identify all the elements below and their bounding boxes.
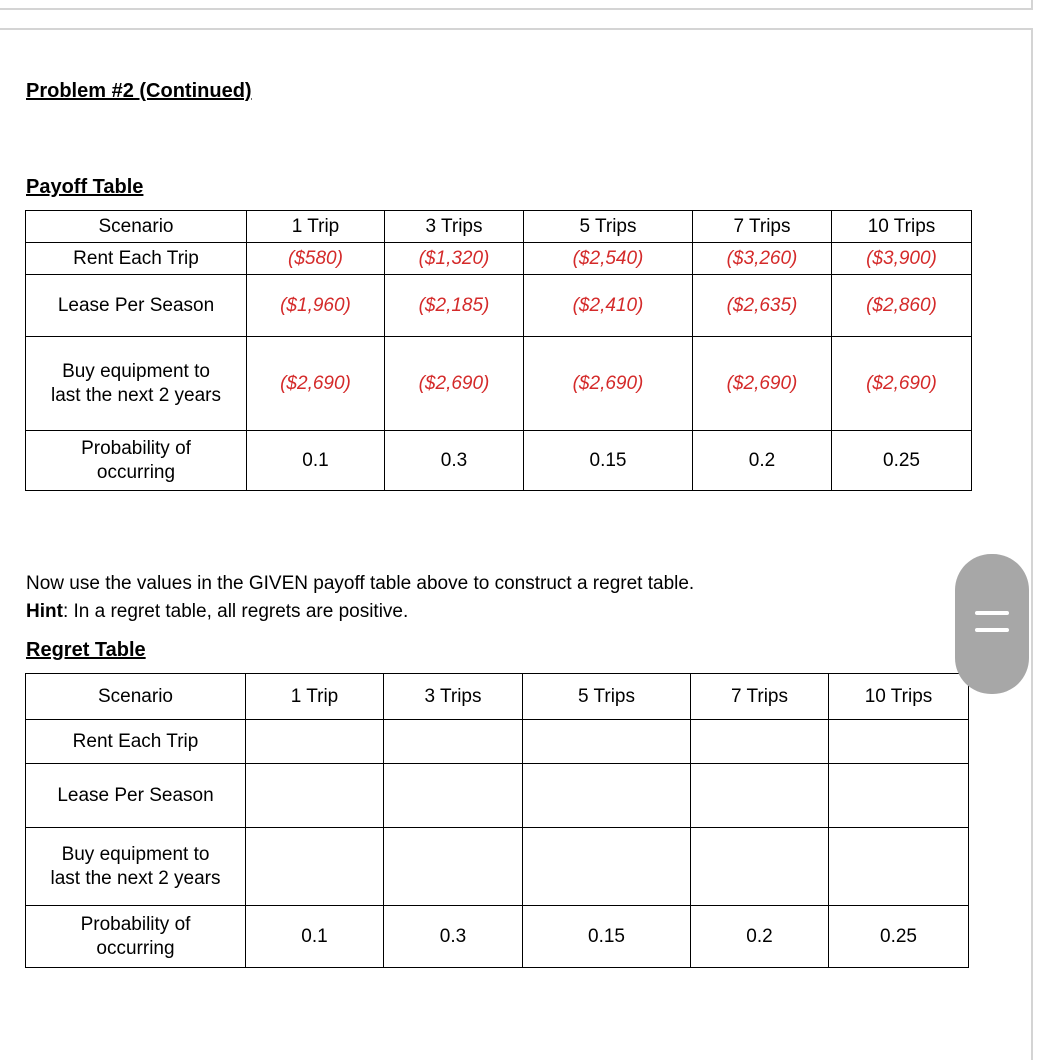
regret-input-cell[interactable]: [523, 828, 691, 906]
row-label: [26, 337, 247, 431]
payoff-cell: ($2,410): [524, 275, 693, 337]
table-row: [26, 431, 972, 491]
handle-grip-line: [975, 611, 1009, 615]
probability-cell: 0.25: [832, 431, 972, 491]
payoff-cell: ($2,690): [247, 337, 385, 431]
row-label-line: Probability of: [81, 437, 191, 459]
regret-table: [25, 673, 969, 968]
probability-cell: 0.15: [524, 431, 693, 491]
row-label: Lease Per Season: [26, 275, 247, 337]
table-row: [26, 275, 972, 337]
table-row: [26, 828, 969, 906]
regret-input-cell[interactable]: [523, 720, 691, 764]
payoff-cell: ($3,900): [832, 243, 972, 275]
header-cell: 7 Trips: [693, 211, 832, 243]
table-row: [26, 243, 972, 275]
header-cell: 7 Trips: [691, 674, 829, 720]
table-row: [26, 337, 972, 431]
row-label-line: Buy equipment to: [61, 843, 210, 865]
payoff-table-title: Payoff Table: [26, 176, 144, 198]
probability-cell: 0.1: [246, 906, 384, 968]
regret-input-cell[interactable]: [384, 828, 523, 906]
probability-cell: 0.3: [384, 906, 523, 968]
table-row: [26, 764, 969, 828]
table-row: [26, 906, 969, 968]
payoff-cell: ($580): [247, 243, 385, 275]
regret-table-title: Regret Table: [26, 639, 146, 661]
payoff-cell: ($2,690): [693, 337, 832, 431]
regret-input-cell[interactable]: [829, 764, 969, 828]
instruction-line: Now use the values in the GIVEN payoff table above to construct a regret table.: [26, 573, 695, 594]
header-cell: 5 Trips: [523, 674, 691, 720]
regret-input-cell[interactable]: [829, 828, 969, 906]
problem-title: Problem #2 (Continued): [26, 80, 252, 102]
header-cell: 1 Trip: [247, 211, 385, 243]
payoff-cell: ($1,960): [247, 275, 385, 337]
regret-input-cell[interactable]: [384, 720, 523, 764]
probability-cell: 0.15: [523, 906, 691, 968]
payoff-cell: ($2,860): [832, 275, 972, 337]
regret-input-cell[interactable]: [691, 720, 829, 764]
probability-cell: 0.25: [829, 906, 969, 968]
regret-input-cell[interactable]: [691, 828, 829, 906]
regret-input-cell[interactable]: [246, 828, 384, 906]
header-cell: 10 Trips: [832, 211, 972, 243]
payoff-cell: ($3,260): [693, 243, 832, 275]
top-page-edge: [0, 0, 1033, 10]
probability-cell: 0.2: [693, 431, 832, 491]
row-label: Rent Each Trip: [26, 720, 246, 764]
row-label: [26, 431, 247, 491]
handle-grip-line: [975, 628, 1009, 632]
payoff-cell: ($2,690): [385, 337, 524, 431]
header-cell: 5 Trips: [524, 211, 693, 243]
header-cell: 10 Trips: [829, 674, 969, 720]
row-label-line: Buy equipment to: [62, 360, 210, 382]
payoff-cell: ($2,690): [832, 337, 972, 431]
drag-handle-icon[interactable]: [955, 554, 1029, 694]
header-cell: 3 Trips: [384, 674, 523, 720]
row-label-line: Probability of: [80, 913, 191, 935]
payoff-cell: ($2,540): [524, 243, 693, 275]
probability-cell: 0.3: [385, 431, 524, 491]
row-label-line: occurring: [96, 461, 176, 483]
hint-label: Hint: [26, 601, 63, 622]
row-label-line: last the next 2 years: [50, 384, 222, 406]
probability-cell: 0.1: [247, 431, 385, 491]
table-row: [26, 720, 969, 764]
row-label: [26, 828, 246, 906]
payoff-cell: ($1,320): [385, 243, 524, 275]
payoff-cell: ($2,635): [693, 275, 832, 337]
header-cell: Scenario: [26, 211, 247, 243]
hint-text: : In a regret table, all regrets are positive.: [62, 601, 409, 622]
instructions: [26, 570, 694, 626]
regret-input-cell[interactable]: [691, 764, 829, 828]
payoff-cell: ($2,185): [385, 275, 524, 337]
probability-cell: 0.2: [691, 906, 829, 968]
regret-input-cell[interactable]: [246, 720, 384, 764]
row-label: Rent Each Trip: [26, 243, 247, 275]
header-cell: 1 Trip: [246, 674, 384, 720]
regret-input-cell[interactable]: [829, 720, 969, 764]
header-cell: Scenario: [26, 674, 246, 720]
row-label-line: last the next 2 years: [50, 867, 221, 889]
payoff-cell: ($2,690): [524, 337, 693, 431]
row-label-line: occurring: [96, 937, 175, 959]
table-header-row: [26, 211, 972, 243]
row-label: Lease Per Season: [26, 764, 246, 828]
regret-input-cell[interactable]: [384, 764, 523, 828]
regret-input-cell[interactable]: [246, 764, 384, 828]
regret-input-cell[interactable]: [523, 764, 691, 828]
row-label: [26, 906, 246, 968]
table-header-row: [26, 674, 969, 720]
payoff-table: [25, 210, 972, 491]
header-cell: 3 Trips: [385, 211, 524, 243]
hint-line: [26, 598, 694, 626]
